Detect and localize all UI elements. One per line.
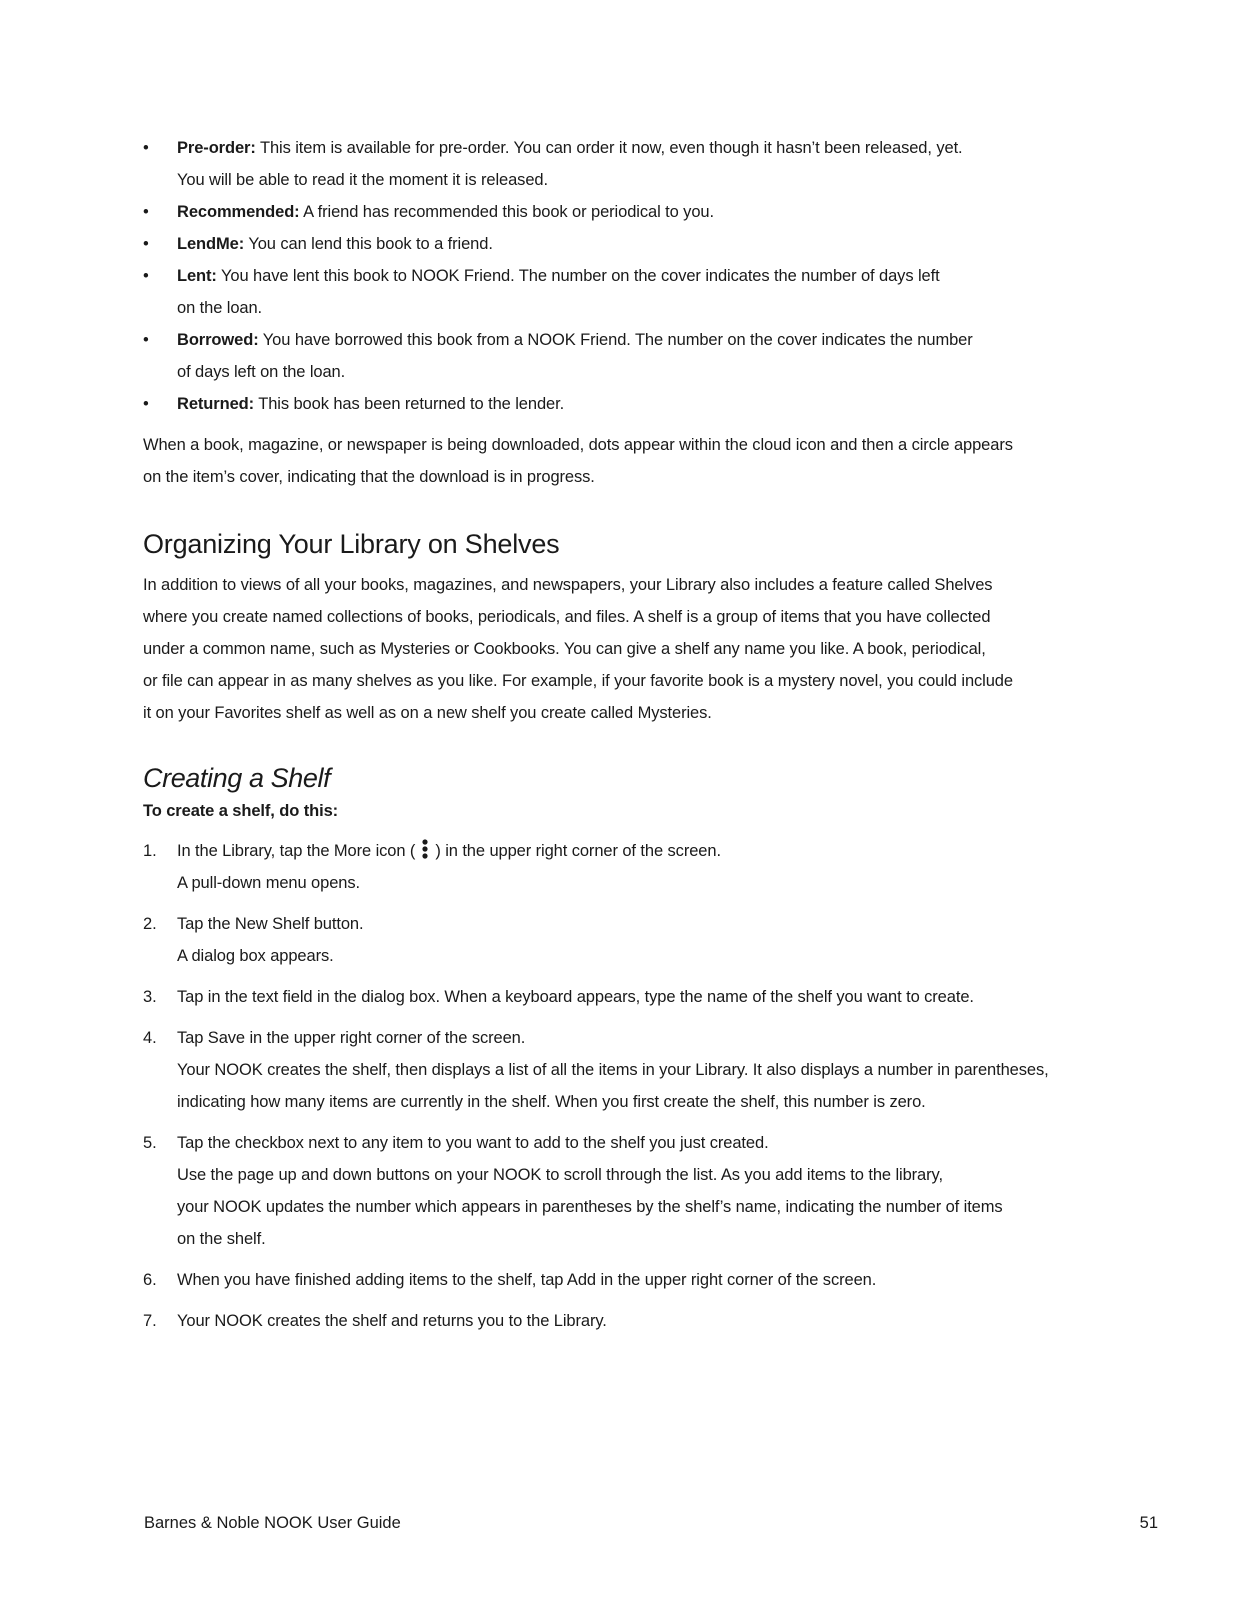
step-number: 2. — [143, 915, 157, 933]
bullet-term: Returned: — [177, 395, 255, 413]
shelves-paragraph — [143, 569, 1063, 729]
step-number: 1. — [143, 842, 157, 860]
list-item — [143, 388, 1063, 420]
step-detail: on the shelf. — [177, 1230, 266, 1248]
page-content — [143, 132, 1063, 1346]
section-heading: Organizing Your Library on Shelves — [143, 529, 560, 559]
step-item — [143, 835, 1063, 899]
bullet-glyph: • — [143, 203, 149, 221]
list-item — [143, 260, 1063, 324]
step-number: 4. — [143, 1029, 157, 1047]
step-detail: your NOOK updates the number which appears in parentheses by the shelf’s name, indicating the number of items — [177, 1198, 1003, 1216]
step-text: Your NOOK creates the shelf and returns you to the Library. — [177, 1312, 607, 1330]
paragraph-line: or file can appear in as many shelves as you like. For example, if your favorite book is a mystery novel, you could include — [143, 672, 1013, 690]
download-paragraph-line: on the item’s cover, indicating that the download is in progress. — [143, 468, 595, 486]
step-number: 5. — [143, 1134, 157, 1152]
step-item — [143, 981, 1063, 1013]
footer-title: Barnes & Noble NOOK User Guide — [144, 1514, 401, 1532]
step-detail: A pull-down menu opens. — [177, 874, 360, 892]
list-item — [143, 196, 1063, 228]
bullet-term: LendMe: — [177, 235, 245, 253]
step-text: Tap the New Shelf button. — [177, 915, 364, 933]
bullet-glyph: • — [143, 395, 149, 413]
bullet-term: Recommended: — [177, 203, 300, 221]
list-item — [143, 324, 1063, 388]
bullet-text: This item is available for pre-order. You can order it now, even though it hasn’t been released, yet. — [255, 139, 963, 157]
bullet-text: You have lent this book to NOOK Friend. The number on the cover indicates the number of days left — [216, 267, 940, 285]
step-text: Tap the checkbox next to any item to you want to add to the shelf you just created. — [177, 1134, 769, 1152]
bullet-term: Lent: — [177, 267, 217, 285]
steps-list — [143, 835, 1063, 1337]
download-paragraph-line: When a book, magazine, or newspaper is being downloaded, dots appear within the cloud icon and then a circle appears — [143, 436, 1013, 454]
paragraph-line: under a common name, such as Mysteries or Cookbooks. You can give a shelf any name you like. A book, periodical, — [143, 640, 986, 658]
step-number: 6. — [143, 1271, 157, 1289]
bullet-term: Borrowed: — [177, 331, 259, 349]
step-item — [143, 1264, 1063, 1296]
step-detail: indicating how many items are currently in the shelf. When you first create the shelf, this number is zero. — [177, 1093, 926, 1111]
step-number: 7. — [143, 1312, 157, 1330]
bullet-glyph: • — [143, 331, 149, 349]
bullet-glyph: • — [143, 235, 149, 253]
bullet-glyph: • — [143, 267, 149, 285]
bullet-glyph: • — [143, 139, 149, 157]
list-item — [143, 132, 1063, 196]
bullet-text: You can lend this book to a friend. — [244, 235, 493, 253]
step-text: Tap in the text field in the dialog box. When a keyboard appears, type the name of the shelf you want to create. — [177, 988, 974, 1006]
steps-intro: To create a shelf, do this: — [143, 802, 339, 820]
step-detail: Your NOOK creates the shelf, then displays a list of all the items in your Library. It also displays a number in parentheses, — [177, 1061, 1049, 1079]
more-vertical-dots-icon — [415, 838, 435, 860]
step-detail: A dialog box appears. — [177, 947, 334, 965]
bullet-text: A friend has recommended this book or periodical to you. — [299, 203, 714, 221]
subsection-heading: Creating a Shelf — [143, 763, 331, 793]
bullet-text-continued: of days left on the loan. — [177, 363, 346, 381]
step-number: 3. — [143, 988, 157, 1006]
paragraph-line: it on your Favorites shelf as well as on a new shelf you create called Mysteries. — [143, 704, 712, 722]
list-item — [143, 228, 1063, 260]
bullet-text-continued: on the loan. — [177, 299, 263, 317]
paragraph-line: where you create named collections of books, periodicals, and files. A shelf is a group of items that you have collected — [143, 608, 991, 626]
page-number: 51 — [1139, 1514, 1158, 1532]
step-text: Tap Save in the upper right corner of the screen. — [177, 1029, 526, 1047]
step-text-pre: In the Library, tap the More icon ( — [177, 842, 416, 860]
paragraph-line: In addition to views of all your books, magazines, and newspapers, your Library also includes a feature called Shelves — [143, 576, 993, 594]
status-bullet-list — [143, 132, 1063, 420]
step-text: When you have finished adding items to the shelf, tap Add in the upper right corner of the screen. — [177, 1271, 877, 1289]
step-item — [143, 1022, 1063, 1118]
bullet-text-continued: You will be able to read it the moment it is released. — [177, 171, 548, 189]
step-text-post: ) in the upper right corner of the screen. — [435, 842, 721, 860]
bullet-text: You have borrowed this book from a NOOK Friend. The number on the cover indicates the number — [258, 331, 973, 349]
step-item — [143, 908, 1063, 972]
bullet-term: Pre-order: — [177, 139, 256, 157]
step-item — [143, 1127, 1063, 1255]
step-item — [143, 1305, 1063, 1337]
bullet-text: This book has been returned to the lender. — [254, 395, 565, 413]
step-detail: Use the page up and down buttons on your NOOK to scroll through the list. As you add items to the library, — [177, 1166, 943, 1184]
download-paragraph — [143, 429, 1063, 493]
